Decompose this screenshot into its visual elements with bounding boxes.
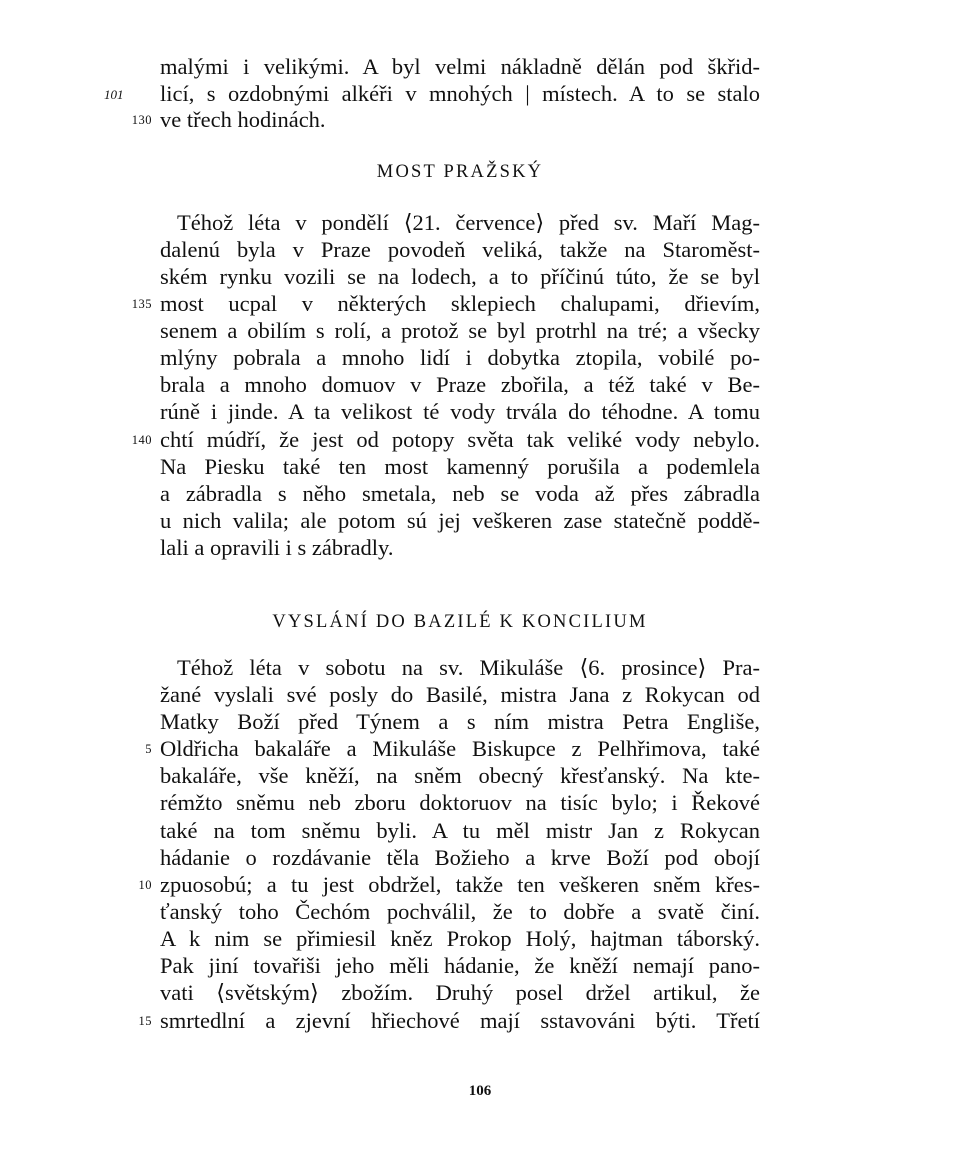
text-line: zpuosobú; a tu jest obdržel, takže ten veškeren sněm křes- [160,872,760,897]
text-line: vati ⟨světským⟩ zbožím. Druhý posel držel artikul, že [160,980,760,1005]
text-line: Téhož léta v sobotu na sv. Mikuláše ⟨6. prosince⟩ Pra- [177,655,760,680]
line-number-5: 5 [145,742,152,756]
text-line: smrtedlní a zjevní hřiechové mají sstavováni býti. Třetí [160,1008,760,1033]
text-line: ském rynku vozili se na lodech, a to příčinú túto, že se byl [160,264,760,289]
text-line: lali a opravili i s zábradly. [160,535,394,560]
text-line: rémžto sněmu neb zboru doktoruov na tisíc bylo; i Řekové [160,790,760,815]
text-line: rúně i jinde. A ta velikost té vody trvála do téhodne. A tomu [160,399,760,424]
text-line: bakaláře, vše kněží, na sněm obecný křesťanský. Na kte- [160,763,760,788]
text-line: most ucpal v některých sklepiech chalupami, dřievím, [160,291,760,316]
line-number-15: 15 [138,1014,152,1028]
text-line: A k nim se přimiesil kněz Prokop Holý, hajtman táborský. [160,926,760,951]
text-line: žané vyslali své posly do Basilé, mistra Jana z Rokycan od [160,682,760,707]
line-number-140: 140 [131,433,152,447]
text-line: dalenú byla v Praze povodeň veliká, takže na Staroměst- [160,237,760,262]
line-number-135: 135 [131,297,152,311]
text-line: Na Piesku také ten most kamenný porušila a podemlela [160,454,760,479]
section-heading-vyslani-do-bazile: VYSLÁNÍ DO BAZILÉ K KONCILIUM [272,612,648,632]
folio-reference: 101 [104,87,124,102]
text-line: mlýny pobrala a mnoho lidí i dobytka ztopila, vobilé po- [160,345,760,370]
text-line: hádanie o rozdávanie těla Božieho a krve Boží pod obojí [160,845,760,870]
text-line: a zábradla s něho smetala, neb se voda až přes zábradla [160,481,760,506]
text-line: malými i velikými. A byl velmi nákladně dělán pod škřid- [160,54,760,79]
text-line: ťanský toho Čechóm pochválil, že to dobře a svatě činí. [160,899,760,924]
line-number-10: 10 [138,878,152,892]
text-line: Oldřicha bakaláře a Mikuláše Biskupce z Pelhřimova, také [160,736,760,761]
section-heading-most-prazsky: MOST PRAŽSKÝ [376,162,544,182]
text-line: senem a obilím s rolí, a protož se byl protrhl na tré; a všecky [160,318,760,343]
text-line: Matky Boží před Týnem a s ním mistra Petra Engliše, [160,709,760,734]
text-line: brala a mnoho domuov v Praze zbořila, a též také v Be- [160,372,760,397]
text-line: také na tom sněmu byli. A tu měl mistr Jan z Rokycan [160,818,760,843]
text-line: u nich valila; ale potom sú jej veškeren zase statečně poddě- [160,508,760,533]
text-line: Pak jiní tovařiši jeho měli hádanie, že kněží nemají pano- [160,953,760,978]
page-number: 106 [468,1083,492,1099]
text-line: ve třech hodinách. [160,107,326,132]
text-line: Téhož léta v pondělí ⟨21. července⟩ před sv. Maří Mag- [177,210,760,235]
text-line: chtí múdří, že jest od potopy světa tak veliké vody nebylo. [160,427,760,452]
text-line: licí, s ozdobnými alkéři v mnohých | místech. A to se stalo [160,81,760,106]
line-number-130: 130 [131,113,152,127]
